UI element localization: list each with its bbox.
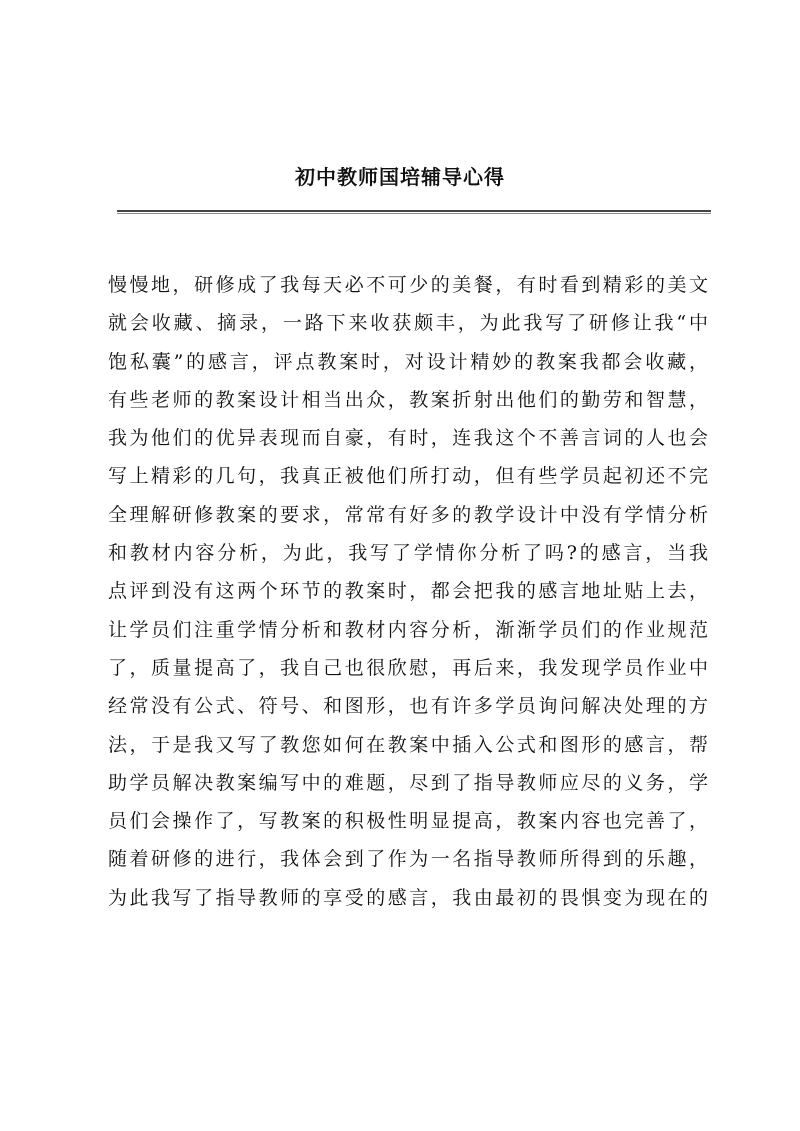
body-line: 全理解研修教案的要求，常常有好多的教学设计中没有学情分析 xyxy=(108,503,708,526)
body-line: 员们会操作了，写教案的积极性明显提高，教案内容也完善了， xyxy=(108,810,708,833)
document-body xyxy=(108,266,708,917)
body-line: 随着研修的进行，我体会到了作为一名指导教师所得到的乐趣， xyxy=(108,848,708,871)
body-line: 有些老师的教案设计相当出众，教案折射出他们的勤劳和智慧， xyxy=(108,388,708,411)
body-line: 让学员们注重学情分析和教材内容分析，渐渐学员们的作业规范 xyxy=(108,618,708,641)
body-line: 点评到没有这两个环节的教案时，都会把我的感言地址贴上去， xyxy=(108,580,708,603)
body-line: 法，于是我又写了教您如何在教案中插入公式和图形的感言，帮 xyxy=(108,733,708,756)
body-line: 和教材内容分析，为此，我写了学情你分析了吗?的感言，当我 xyxy=(108,542,708,565)
body-line: 我为他们的优异表现而自豪，有时，连我这个不善言词的人也会 xyxy=(108,427,708,450)
body-line: 慢慢地，研修成了我每天必不可少的美餐，有时看到精彩的美文 xyxy=(108,274,708,296)
body-line: 经常没有公式、符号、和图形，也有许多学员询问解决处理的方 xyxy=(108,695,708,718)
body-line: 为此我写了指导教师的享受的感言，我由最初的畏惧变为现在的 xyxy=(108,886,708,909)
body-line: 写上精彩的几句，我真正被他们所打动，但有些学员起初还不完 xyxy=(108,465,708,488)
body-line: 助学员解决教案编写中的难题，尽到了指导教师应尽的义务，学 xyxy=(108,771,708,794)
body-line: 饱私囊”的感言，评点教案时，对设计精妙的教案我都会收藏， xyxy=(108,350,708,373)
body-line: 就会收藏、摘录，一路下来收获颇丰，为此我写了研修让我“中 xyxy=(108,312,708,335)
title-divider xyxy=(117,210,711,212)
document-title: 初中教师国培辅导心得 xyxy=(295,165,505,189)
body-line: 了，质量提高了，我自己也很欣慰，再后来，我发现学员作业中 xyxy=(108,656,708,679)
